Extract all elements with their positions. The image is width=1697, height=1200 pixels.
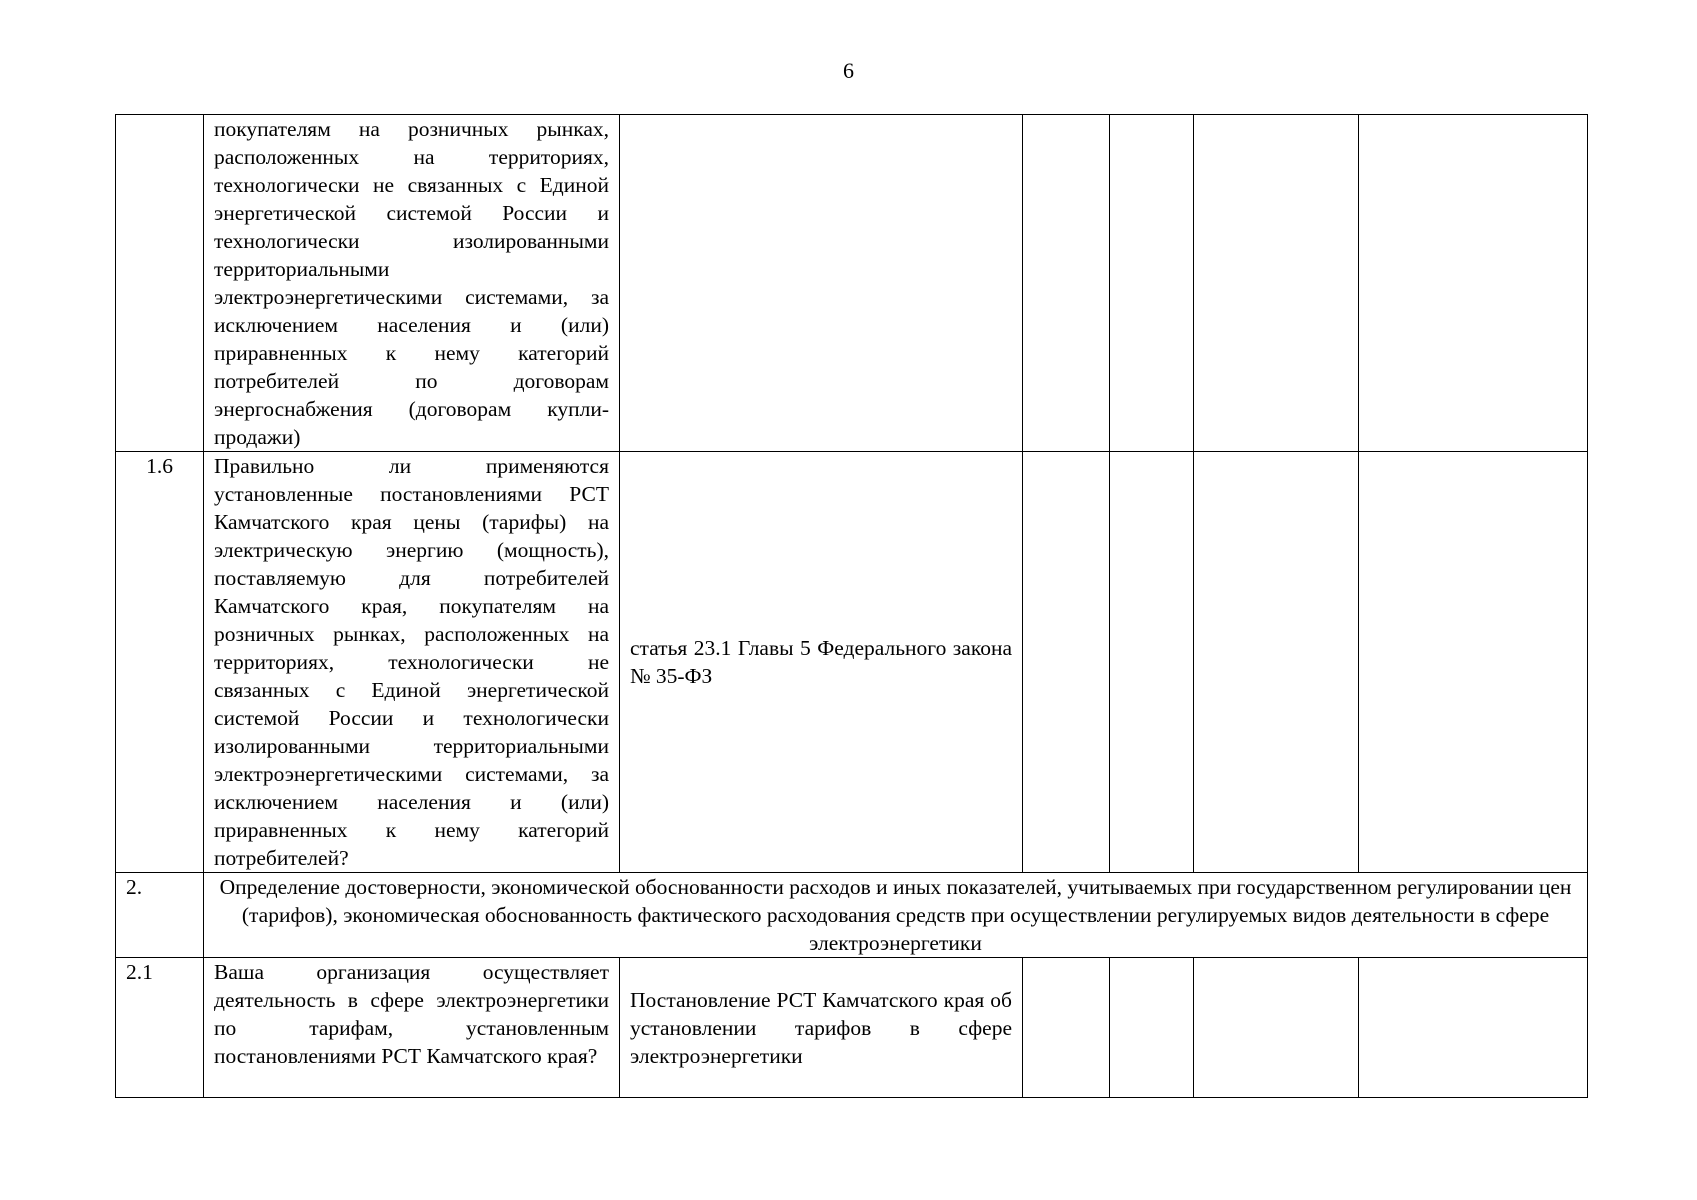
legal-basis-cell: статья 23.1 Главы 5 Федерального закона № 35-ФЗ: [620, 452, 1023, 873]
row-number-cell: 2.1: [116, 958, 204, 1098]
section-title-cell: Определение достоверности, экономической обоснованности расходов и иных показателей, учитываемых при государственном регулировании цен (тарифов), экономическая обоснованность фактического расходования средств при осуществлении регулируемых видов деятельности в сфере электроэнергетики: [204, 873, 1588, 958]
section-row: [116, 873, 1588, 958]
legal-basis-cell: Постановление РСТ Камчатского края об установлении тарифов в сфере электроэнергетики: [620, 958, 1023, 1098]
answer-no-cell: [1110, 452, 1194, 873]
answer-no-cell: [1110, 115, 1194, 452]
answer-yes-cell: [1023, 115, 1110, 452]
page-number: 6: [843, 58, 854, 83]
checklist-table: [115, 114, 1588, 1098]
answer-yes-cell: [1023, 958, 1110, 1098]
answer-na-cell: [1194, 452, 1359, 873]
note-cell: [1359, 958, 1588, 1098]
note-cell: [1359, 115, 1588, 452]
row-number-cell: 1.6: [116, 452, 204, 873]
table-row: [116, 452, 1588, 873]
answer-na-cell: [1194, 115, 1359, 452]
answer-yes-cell: [1023, 452, 1110, 873]
question-cell: Правильно ли применяются установленные постановлениями РСТ Камчатского края цены (тарифы) на электрическую энергию (мощность), поставляемую для потребителей Камчатского края, покупателям на розничных рынках, расположенных на территориях, технологически не связанных с Единой энергетической системой России и технологически изолированными территориальными электроэнергетическими системами, за исключением населения и (или) приравненных к нему категорий потребителей?: [204, 452, 620, 873]
question-cell: покупателям на розничных рынках, расположенных на территориях, технологически не связанных с Единой энергетической системой России и технологически изолированными территориальными электроэнергетическими системами, за исключением населения и (или) приравненных к нему категорий потребителей по договорам энергоснабжения (договорам купли-продажи): [204, 115, 620, 452]
answer-na-cell: [1194, 958, 1359, 1098]
section-number-cell: 2.: [116, 873, 204, 958]
table-row: [116, 958, 1588, 1098]
question-cell: Ваша организация осуществляет деятельность в сфере электроэнергетики по тарифам, установленным постановлениями РСТ Камчатского края?: [204, 958, 620, 1098]
table-row: [116, 115, 1588, 452]
note-cell: [1359, 452, 1588, 873]
legal-basis-cell: [620, 115, 1023, 452]
row-number-cell: [116, 115, 204, 452]
answer-no-cell: [1110, 958, 1194, 1098]
